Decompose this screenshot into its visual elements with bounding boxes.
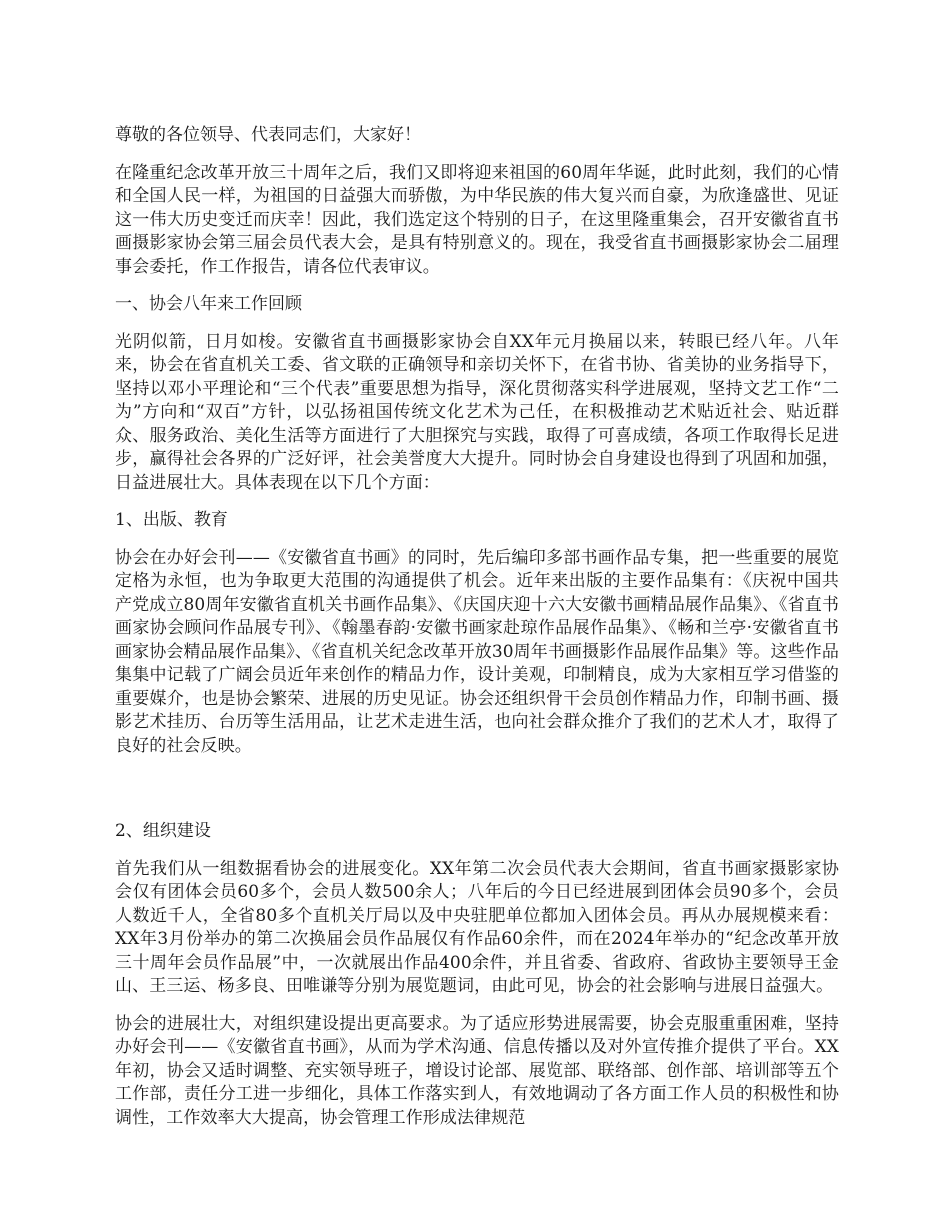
organization-paragraph-1: 首先我们从一组数据看协会的进展变化。XX年第二次会员代表大会期间，省直书画家摄影家协会仅有团体会员60多个，会员人数500余人；八年后的今日已经进展到团体会员90多个，会员人数近千人，全省80多个直机关厅局以及中央驻肥单位都加入团体会员。再从办展规模来看：XX年3月份举办的第二次换届会员作品展仅有作品60余件，而在2024年举办的“纪念改革开放三十周年会员作品展”中，一次就展出作品400余件，并且省委、省政府、省政协主要领导王金山、王三运、杨多良、田唯谦等分别为展览题词，由此可见，协会的社会影响与进展日益强大。 <box>115 858 839 996</box>
section-heading-review: 一、协会八年来工作回顾 <box>115 294 302 314</box>
publishing-paragraph: 协会在办好会刊——《安徽省直书画》的同时，先后编印多部书画作品专集，把一些重要的展览定格为永恒，也为争取更大范围的沟通提供了机会。近年来出版的主要作品集有：《庆祝中国共产党成立80周年安徽省直机关书画作品集》、《庆国庆迎十六大安徽书画精品展作品集》、《省直书画家协会顾问作品展专刊》、《翰墨春韵·安徽书画家赴琼作品展作品集》、《畅和兰亭·安徽省直书画家协会精品展作品集》、《省直机关纪念改革开放30周年书画摄影作品展作品集》等。这些作品集集中记载了广阔会员近年来创作的精品力作，设计美观，印制精良，成为大家相互学习借鉴的重要媒介，也是协会繁荣、进展的历史见证。协会还组织骨干会员创作精品力作，印制书画、摄影艺术挂历、台历等生活用品，让艺术走进生活，也向社会群众推介了我们的艺术人才，取得了良好的社会反映。 <box>115 547 839 756</box>
review-paragraph: 光阴似箭，日月如梭。安徽省直书画摄影家协会自XX年元月换届以来，转眼已经八年。八年来，协会在省直机关工委、省文联的正确领导和亲切关怀下，在省书协、省美协的业务指导下，坚持以邓小平理论和“三个代表”重要思想为指导，深化贯彻落实科学进展观，坚持文艺工作“二为”方向和“双百”方针，以弘扬祖国传统文化艺术为己任，在积极推动艺术贴近社会、贴近群众、服务政治、美化生活等方面进行了大胆探究与实践，取得了可喜成绩，各项工作取得长足进步，赢得社会各界的广泛好评，社会美誉度大大提升。同时协会自身建设也得到了巩固和加强，日益进展壮大。具体表现在以下几个方面： <box>115 331 839 493</box>
blank-gap <box>115 772 839 820</box>
subheading-organization: 2、组织建设 <box>115 821 211 841</box>
organization-paragraph-2: 协会的进展壮大，对组织建设提出更高要求。为了适应形势进展需要，协会克服重重困难，坚持办好会刊——《安徽省直书画》，从而为学术沟通、信息传播以及对外宣传推介提供了平台。XX年初，协会又适时调整、充实领导班子，增设讨论部、展览部、联络部、创作部、培训部等五个工作部，责任分工进一步细化，具体工作落实到人，有效地调动了各方面工作人员的积极性和协调性，工作效率大大提高，协会管理工作形成法律规范 <box>115 1013 839 1128</box>
intro-paragraph: 在隆重纪念改革开放三十周年之后，我们又即将迎来祖国的60周年华诞，此时此刻，我们的心情和全国人民一样，为祖国的日益强大而骄傲，为中华民族的伟大复兴而自豪，为欣逢盛世、见证这一伟大历史变迁而庆幸！因此，我们选定这个特别的日子，在这里隆重集会，召开安徽省直书画摄影家协会第三届会员代表大会，是具有特别意义的。现在，我受省直书画摄影家协会二届理事会委托，作工作报告，请各位代表审议。 <box>115 162 839 277</box>
subheading-publishing: 1、出版、教育 <box>115 510 228 530</box>
document-page <box>115 124 839 1144</box>
greeting: 尊敬的各位领导、代表同志们，大家好！ <box>115 125 421 145</box>
